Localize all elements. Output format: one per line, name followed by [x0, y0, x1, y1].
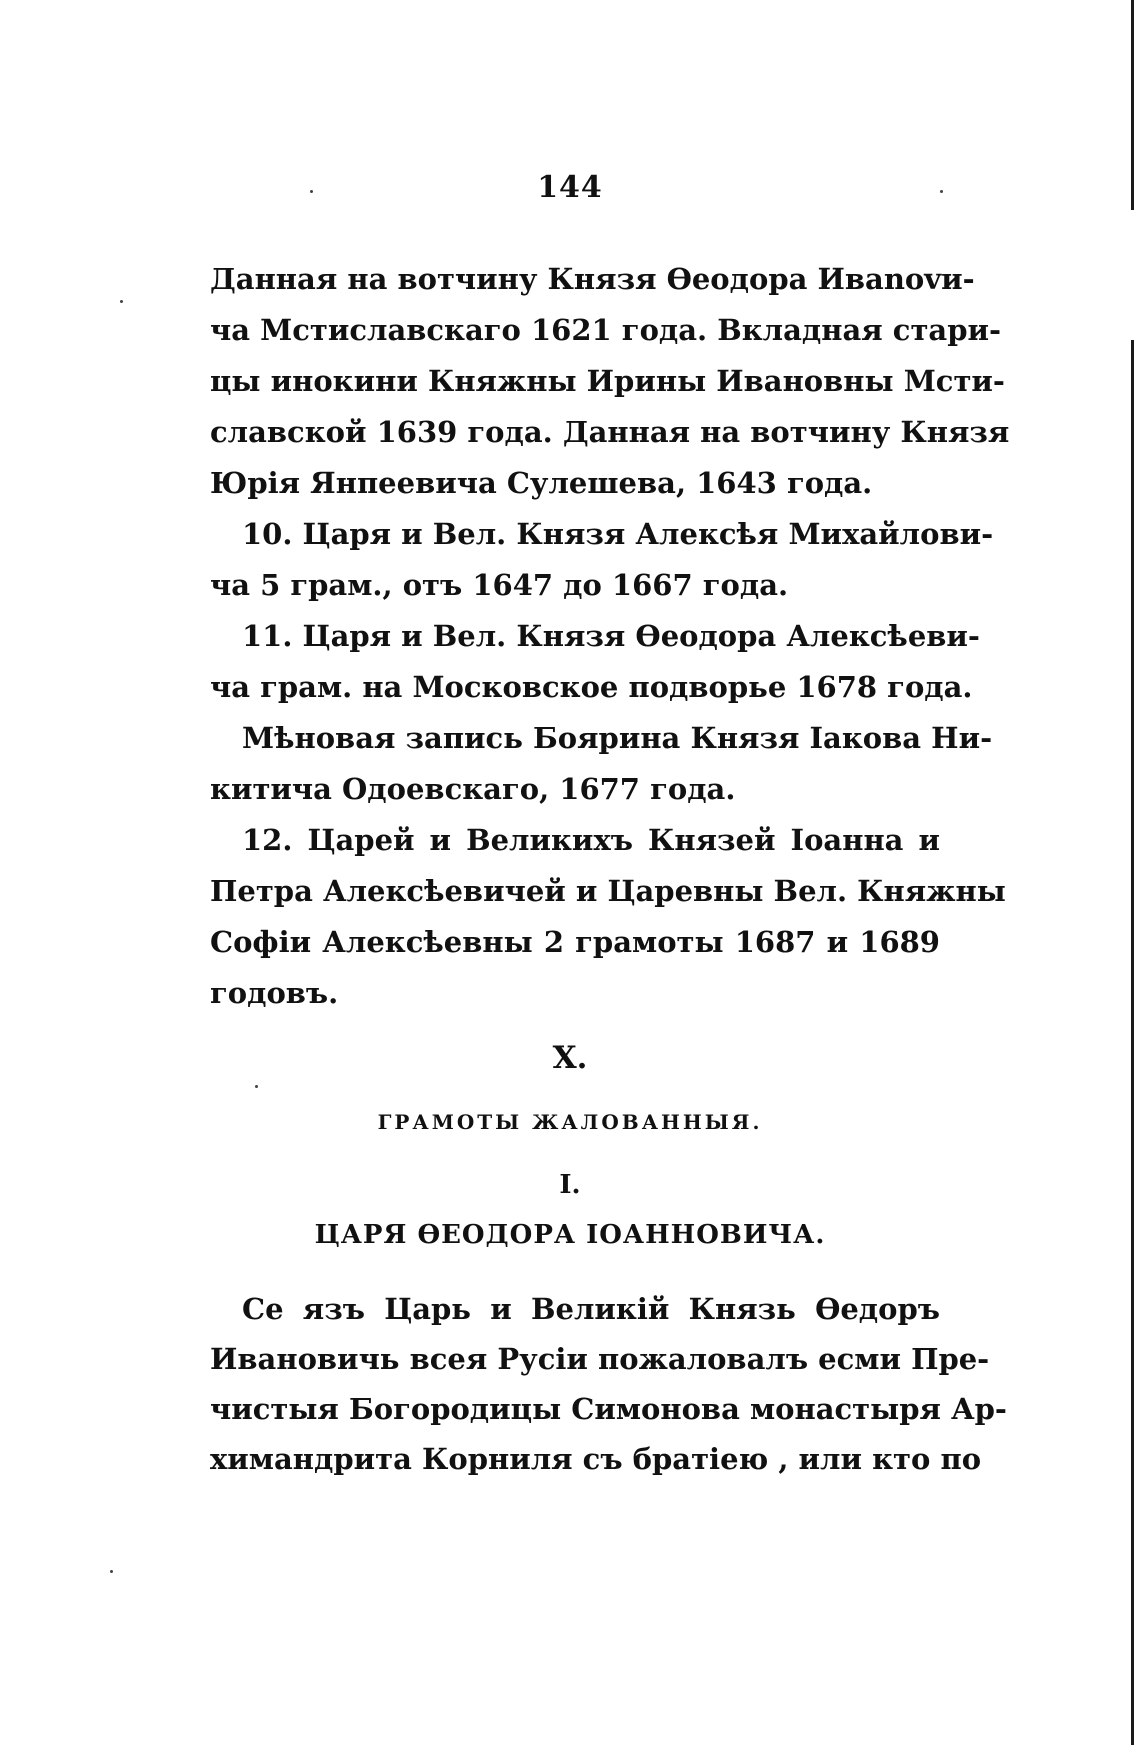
text-line: Юрія Янпеевича Сулешева, 1643 года. [210, 466, 873, 500]
body-text-bottom [210, 1284, 1007, 1484]
text-line: китича Одоевскаго, 1677 года. [210, 772, 736, 806]
text-line: 11. Царя и Вел. Князя Өеодора Алексѣеви- [242, 619, 980, 653]
text-line: ча 5 грам., отъ 1647 до 1667 года. [210, 568, 789, 602]
text-line: годовъ. [210, 976, 339, 1010]
section-title: ГРАМОТЫ ЖАЛОВАННЫЯ. [377, 1110, 763, 1134]
text-line: Ивановичь всея Русіи пожаловалъ есми Пре- [210, 1342, 990, 1376]
text-line: 10. Царя и Вел. Князя Алексѣя Михайлови- [242, 517, 994, 551]
subsection-number: I. [559, 1170, 581, 1200]
paragraph-exchange-deed [210, 713, 993, 815]
page-edge-gap [1129, 210, 1136, 340]
text-line: Се язъ Царь и Великій Князь Өедоръ [242, 1292, 940, 1326]
paragraph-deeds [210, 254, 1010, 509]
text-line: ча Мстиславскаго 1621 года. Вкладная стари- [210, 313, 1002, 347]
scan-speck [255, 1085, 258, 1088]
text-line: славской 1639 года. Данная на вотчину Князя [210, 415, 1010, 449]
paragraph-item-10 [210, 509, 994, 611]
paragraph-item-12 [210, 815, 1006, 1019]
paragraph-charter-text [210, 1284, 1007, 1484]
text-line: Софіи Алексѣевны 2 грамоты 1687 и 1689 [210, 925, 940, 959]
text-line: Мѣновая запись Боярина Князя Іакова Ни- [242, 721, 993, 755]
scan-speck [110, 1570, 113, 1573]
text-line: химандрита Корниля съ братіею , или кто по [210, 1442, 982, 1476]
text-line: цы инокини Княжны Ирины Ивановны Мсти- [210, 364, 1005, 398]
text-line: Данная на вотчину Князя Өеодора Ивanovи- [210, 262, 975, 296]
text-line: ча грам. на Московское подворье 1678 года. [210, 670, 973, 704]
body-text-top [210, 254, 1010, 1019]
text-line: Петра Алексѣевичей и Царевны Вел. Княжны [210, 874, 1006, 908]
scan-speck [120, 300, 123, 303]
section-number: X. [552, 1040, 588, 1076]
subsection-title: ЦАРЯ ӨЕОДОРА ІОАННОВИЧА. [314, 1220, 826, 1250]
paragraph-item-11 [210, 611, 980, 713]
page-number: 144 [537, 170, 603, 205]
text-line: 12. Царей и Великихъ Князей Іоанна и [242, 823, 940, 857]
text-line: чистыя Богородицы Симонова монастыря Ар- [210, 1392, 1007, 1426]
